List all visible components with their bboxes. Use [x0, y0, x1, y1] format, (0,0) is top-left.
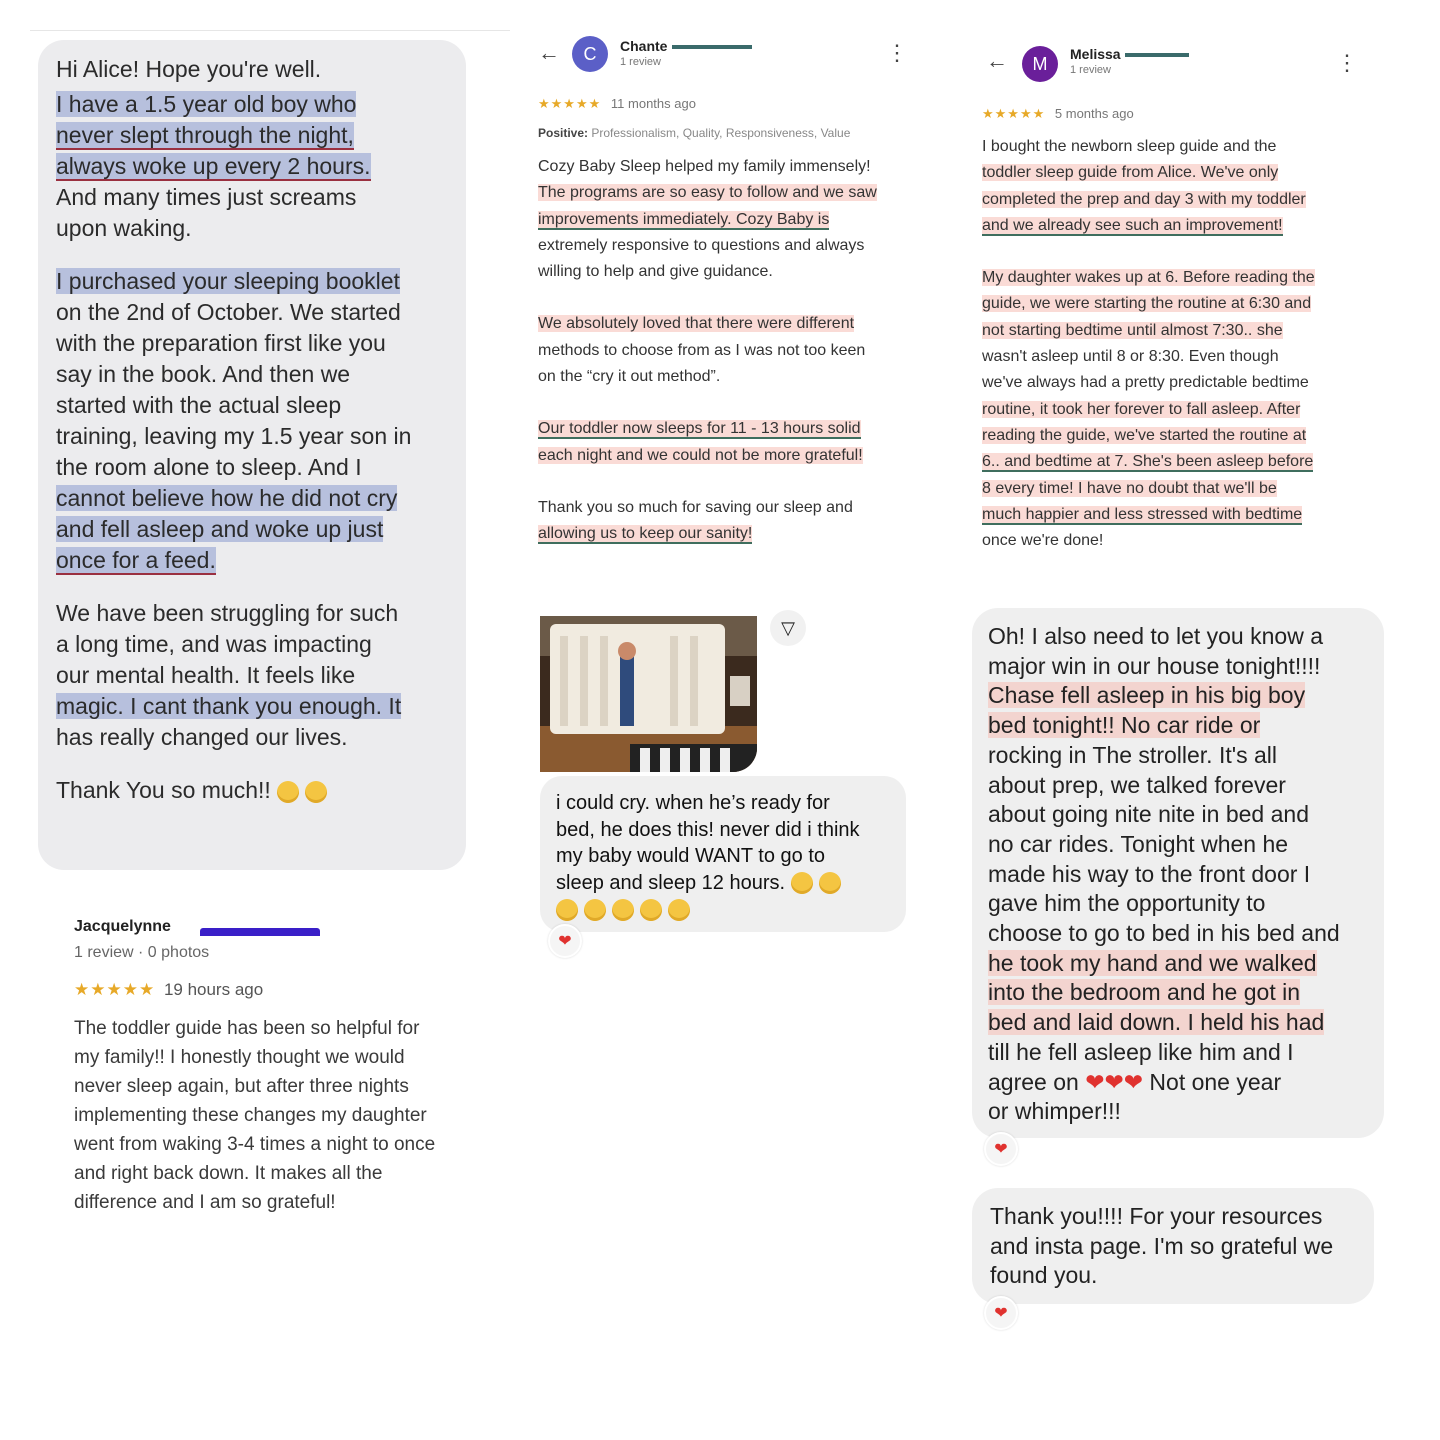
heart-reaction[interactable]	[984, 1296, 1018, 1330]
heart-reaction[interactable]	[548, 924, 582, 958]
message-thanks: Thank You so much!!	[56, 777, 271, 803]
message-line: I purchased your sleeping booklet	[56, 268, 400, 294]
redaction-bar	[200, 928, 320, 936]
review-line: went from waking 3-4 times a night to once	[74, 1134, 436, 1155]
review-jacquelynne	[74, 912, 494, 1217]
review-line: routine, it took her forever to fall asleep. After	[982, 400, 1301, 418]
message-line: bed tonight!! No car ride or	[988, 712, 1261, 739]
message-line: a long time, and was impacting	[56, 631, 372, 657]
message-line: rocking in The stroller. It's all	[988, 741, 1278, 768]
top-divider	[30, 30, 510, 31]
message-line: Thank you!!!! For your resources	[990, 1203, 1323, 1229]
review-line: allowing us to keep our sanity!	[538, 525, 753, 543]
review-line: my family!! I honestly thought we would	[74, 1047, 405, 1068]
review-chante	[538, 36, 918, 548]
message-line: the room alone to sleep. And I	[56, 454, 362, 480]
message-line: We have been struggling for such	[56, 600, 399, 626]
review-time: 5 months ago	[1054, 106, 1134, 121]
message-line: till he fell asleep like him and I	[988, 1038, 1294, 1065]
heart-icon: ❤	[558, 933, 572, 950]
message-line: never slept through the night,	[56, 122, 354, 148]
review-line: much happier and less stressed with bedtime	[982, 505, 1303, 523]
review-line: and right back down. It makes all the	[74, 1163, 383, 1184]
back-arrow-icon[interactable]: ←	[986, 48, 1008, 73]
message-line: about prep, we talked forever	[988, 771, 1286, 798]
review-line: once we're done!	[982, 532, 1104, 550]
review-line: Thank you so much for saving our sleep and	[538, 498, 853, 516]
review-line: never sleep again, but after three nights	[74, 1076, 409, 1097]
message-line: choose to go to bed in his bed and	[988, 920, 1340, 947]
message-line: bed, he does this! never did i think	[556, 818, 860, 841]
heart-icon: ❤	[994, 1141, 1008, 1158]
avatar: C	[572, 36, 608, 72]
message-line: cannot believe how he did not cry	[56, 485, 398, 511]
heart-icon: ❤	[994, 1305, 1008, 1322]
share-button[interactable]	[770, 610, 806, 646]
review-line: on the “cry it out method”.	[538, 368, 721, 386]
share-icon: ▽	[781, 617, 795, 638]
redaction-bar	[672, 45, 752, 49]
message-line: he took my hand and we walked	[988, 949, 1317, 976]
review-line: extremely responsive to questions and always	[538, 236, 865, 254]
message-line: once for a feed.	[56, 547, 216, 573]
rating-stars: ★★★★★	[74, 980, 156, 999]
message-after: Not one year	[1149, 1068, 1282, 1095]
message-agree: agree on	[988, 1068, 1079, 1095]
message-line: magic. I cant thank you enough. It	[56, 693, 402, 719]
message-line: made his way to the front door I	[988, 860, 1311, 887]
review-line: each night and we could not be more grateful!	[538, 446, 863, 464]
crying-emoji-icon	[819, 872, 841, 894]
message-line: found you.	[990, 1262, 1098, 1289]
review-line: 8 every time! I have no doubt that we'll be	[982, 479, 1277, 497]
heart-reaction[interactable]	[984, 1132, 1018, 1166]
message-line: started with the actual sleep	[56, 392, 342, 418]
message-line: I have a 1.5 year old boy who	[56, 91, 357, 117]
review-line: we've always had a pretty predictable bedtime	[982, 374, 1309, 392]
reviewer-meta: 1 review	[620, 56, 661, 68]
message-line: with the preparation first like you	[56, 330, 386, 356]
message-line: always woke up every 2 hours.	[56, 153, 371, 179]
avatar: M	[1022, 46, 1058, 82]
message-line: and fell asleep and woke up just	[56, 516, 384, 542]
message-last: or whimper!!!	[988, 1098, 1121, 1125]
crying-emoji-icon	[640, 899, 662, 921]
message-line: And many times just screams	[56, 184, 357, 210]
reviewer-meta: 1 review	[1070, 64, 1111, 76]
reviewer-name: Jacquelynne	[74, 918, 171, 935]
message-line: our mental health. It feels like	[56, 662, 356, 688]
review-line: Our toddler now sleeps for 11 - 13 hours solid	[538, 420, 861, 438]
message-bubble-chat	[540, 776, 906, 932]
message-line: Oh! I also need to let you know a	[988, 623, 1323, 649]
rating-stars: ★★★★★	[538, 96, 602, 111]
review-line: difference and I am so grateful!	[74, 1192, 336, 1213]
crying-emoji-icon	[556, 899, 578, 921]
review-line: The programs are so easy to follow and we saw	[538, 184, 877, 202]
review-line: guide, we were starting the routine at 6:30 and	[982, 295, 1312, 313]
positive-label: Positive:	[538, 126, 589, 140]
message-line: say in the book. And then we	[56, 361, 351, 387]
review-line: completed the prep and day 3 with my toddler	[982, 190, 1306, 208]
reviewer-meta: 1 review · 0 photos	[74, 944, 210, 961]
message-line: bed and laid down. I held his had	[988, 1009, 1325, 1036]
message-bubble-chase	[972, 608, 1384, 1138]
message-line: major win in our house tonight!!!!	[988, 652, 1321, 679]
review-line: 6.. and bedtime at 7. She's been asleep before	[982, 453, 1314, 471]
review-line: wasn't asleep until 8 or 8:30. Even though	[982, 348, 1279, 366]
hug-emoji-icon	[305, 781, 327, 803]
review-time: 11 months ago	[610, 96, 696, 111]
review-line: not starting bedtime until almost 7:30.. she	[982, 321, 1283, 339]
message-line: upon waking.	[56, 215, 192, 241]
message-line: sleep and sleep 12 hours.	[556, 871, 786, 894]
message-line: has really changed our lives.	[56, 724, 348, 750]
message-line: no car rides. Tonight when he	[988, 830, 1289, 857]
redaction-bar	[1125, 53, 1189, 57]
crib-photo	[540, 616, 757, 772]
message-greeting: Hi Alice! Hope you're well.	[56, 56, 322, 82]
reviewer-name: Chante	[620, 38, 668, 54]
review-line: and we already see such an improvement!	[982, 216, 1283, 234]
review-time: 19 hours ago	[163, 980, 264, 999]
heart-emoji-icon: ❤❤❤	[1085, 1068, 1144, 1095]
kiss-emoji-icon	[277, 781, 299, 803]
review-line: willing to help and give guidance.	[538, 263, 773, 281]
review-line: implementing these changes my daughter	[74, 1105, 427, 1126]
crib-photo-drawing	[540, 616, 757, 772]
back-arrow-icon[interactable]: ←	[538, 40, 560, 65]
review-line: Cozy Baby Sleep helped my family immensely!	[538, 158, 871, 175]
more-options-icon[interactable]: ⋮	[886, 40, 908, 65]
message-line: gave him the opportunity to	[988, 890, 1266, 917]
message-line: Chase fell asleep in his big boy	[988, 682, 1306, 709]
review-line: methods to choose from as I was not too keen	[538, 341, 866, 359]
review-line: The toddler guide has been so helpful for	[74, 1018, 420, 1039]
more-options-icon[interactable]: ⋮	[1336, 50, 1358, 75]
message-line: my baby would WANT to go to	[556, 845, 826, 867]
message-line: about going nite nite in bed and	[988, 801, 1309, 828]
rating-stars: ★★★★★	[982, 106, 1046, 121]
message-line: i could cry. when he’s ready for	[556, 792, 830, 814]
message-bubble-alice	[38, 40, 466, 870]
review-line: reading the guide, we've started the routine at	[982, 426, 1307, 444]
review-line: My daughter wakes up at 6. Before reading the	[982, 269, 1315, 287]
crying-emoji-icon	[668, 899, 690, 921]
message-line: training, leaving my 1.5 year son in	[56, 423, 412, 449]
reviewer-name: Melissa	[1070, 46, 1121, 62]
review-line: improvements immediately. Cozy Baby is	[538, 210, 830, 228]
message-bubble-thanks	[972, 1188, 1374, 1304]
review-line: I bought the newborn sleep guide and the	[982, 138, 1277, 155]
crying-emoji-icon	[584, 899, 606, 921]
positive-items: Professionalism, Quality, Responsiveness, Value	[591, 126, 851, 140]
message-line: and insta page. I'm so grateful we	[990, 1232, 1334, 1259]
crying-emoji-icon	[791, 872, 813, 894]
crying-emoji-icon	[612, 899, 634, 921]
review-line: toddler sleep guide from Alice. We've only	[982, 164, 1279, 182]
review-melissa	[982, 44, 1362, 554]
message-line: into the bedroom and he got in	[988, 979, 1301, 1006]
message-line: on the 2nd of October. We started	[56, 299, 401, 325]
review-line: We absolutely loved that there were different	[538, 315, 855, 333]
